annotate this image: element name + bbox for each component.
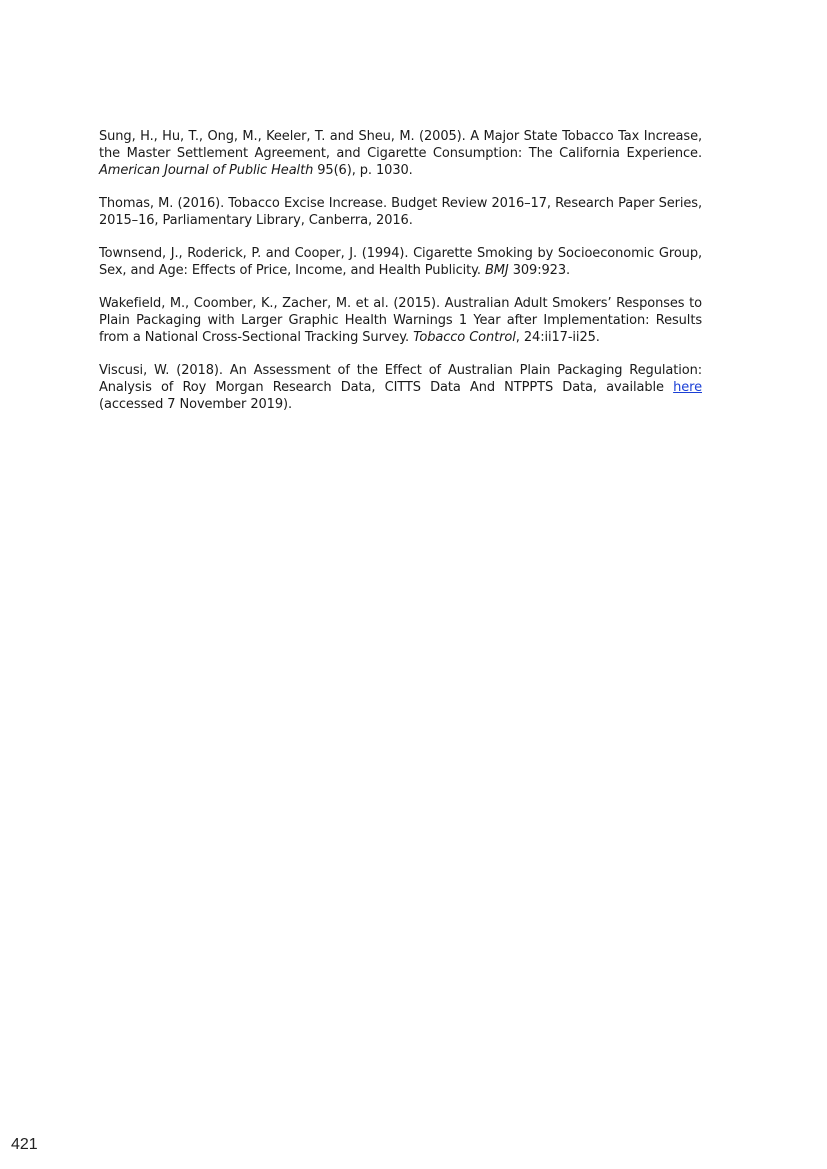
reference-wakefield-2015 [99, 295, 702, 346]
reference-list [99, 128, 702, 429]
reference-text: Thomas, M. (2016). Tobacco Excise Increase. Budget Review 2016–17, Research Paper Series, 2015–16, Parliamentary Library, Canberra, 2016. [99, 196, 702, 228]
reference-citation: 95(6), p. 1030. [313, 163, 413, 178]
page-number: 421 [11, 1136, 38, 1153]
journal-title: Tobacco Control [413, 330, 516, 345]
reference-viscusi-2018 [99, 362, 702, 413]
reference-text: Townsend, J., Roderick, P. and Cooper, J. (1994). Cigarette Smoking by Socioeconomic Group, Sex, and Age: Effects of Price, Income, and Health Publicity. [99, 246, 702, 278]
reference-sung-2005 [99, 128, 702, 179]
reference-text: Viscusi, W. (2018). An Assessment of the Effect of Australian Plain Packaging Regulation: Analysis of Roy Morgan Research Data, CITTS Data And NTPPTS Data, available [99, 363, 702, 395]
reference-thomas-2016 [99, 195, 702, 229]
reference-citation: , 24:ii17-ii25. [515, 330, 600, 345]
reference-citation: 309:923. [508, 263, 571, 278]
journal-title: American Journal of Public Health [99, 163, 314, 178]
reference-citation: (accessed 7 November 2019). [99, 397, 293, 412]
reference-text: Wakefield, M., Coomber, K., Zacher, M. et al. (2015). Australian Adult Smokers’ Responses to Plain Packaging with Larger Graphic Health Warnings 1 Year after Implementation: Results from a National Cross-Sectional Tracking Survey. [99, 296, 702, 345]
reference-text: Sung, H., Hu, T., Ong, M., Keeler, T. and Sheu, M. (2005). A Major State Tobacco Tax Increase, the Master Settlement Agreement, and Cigarette Consumption: The California Experience. [99, 129, 702, 161]
journal-title: BMJ [484, 263, 509, 278]
reference-townsend-1994 [99, 245, 702, 279]
here-link[interactable]: here [673, 380, 702, 395]
